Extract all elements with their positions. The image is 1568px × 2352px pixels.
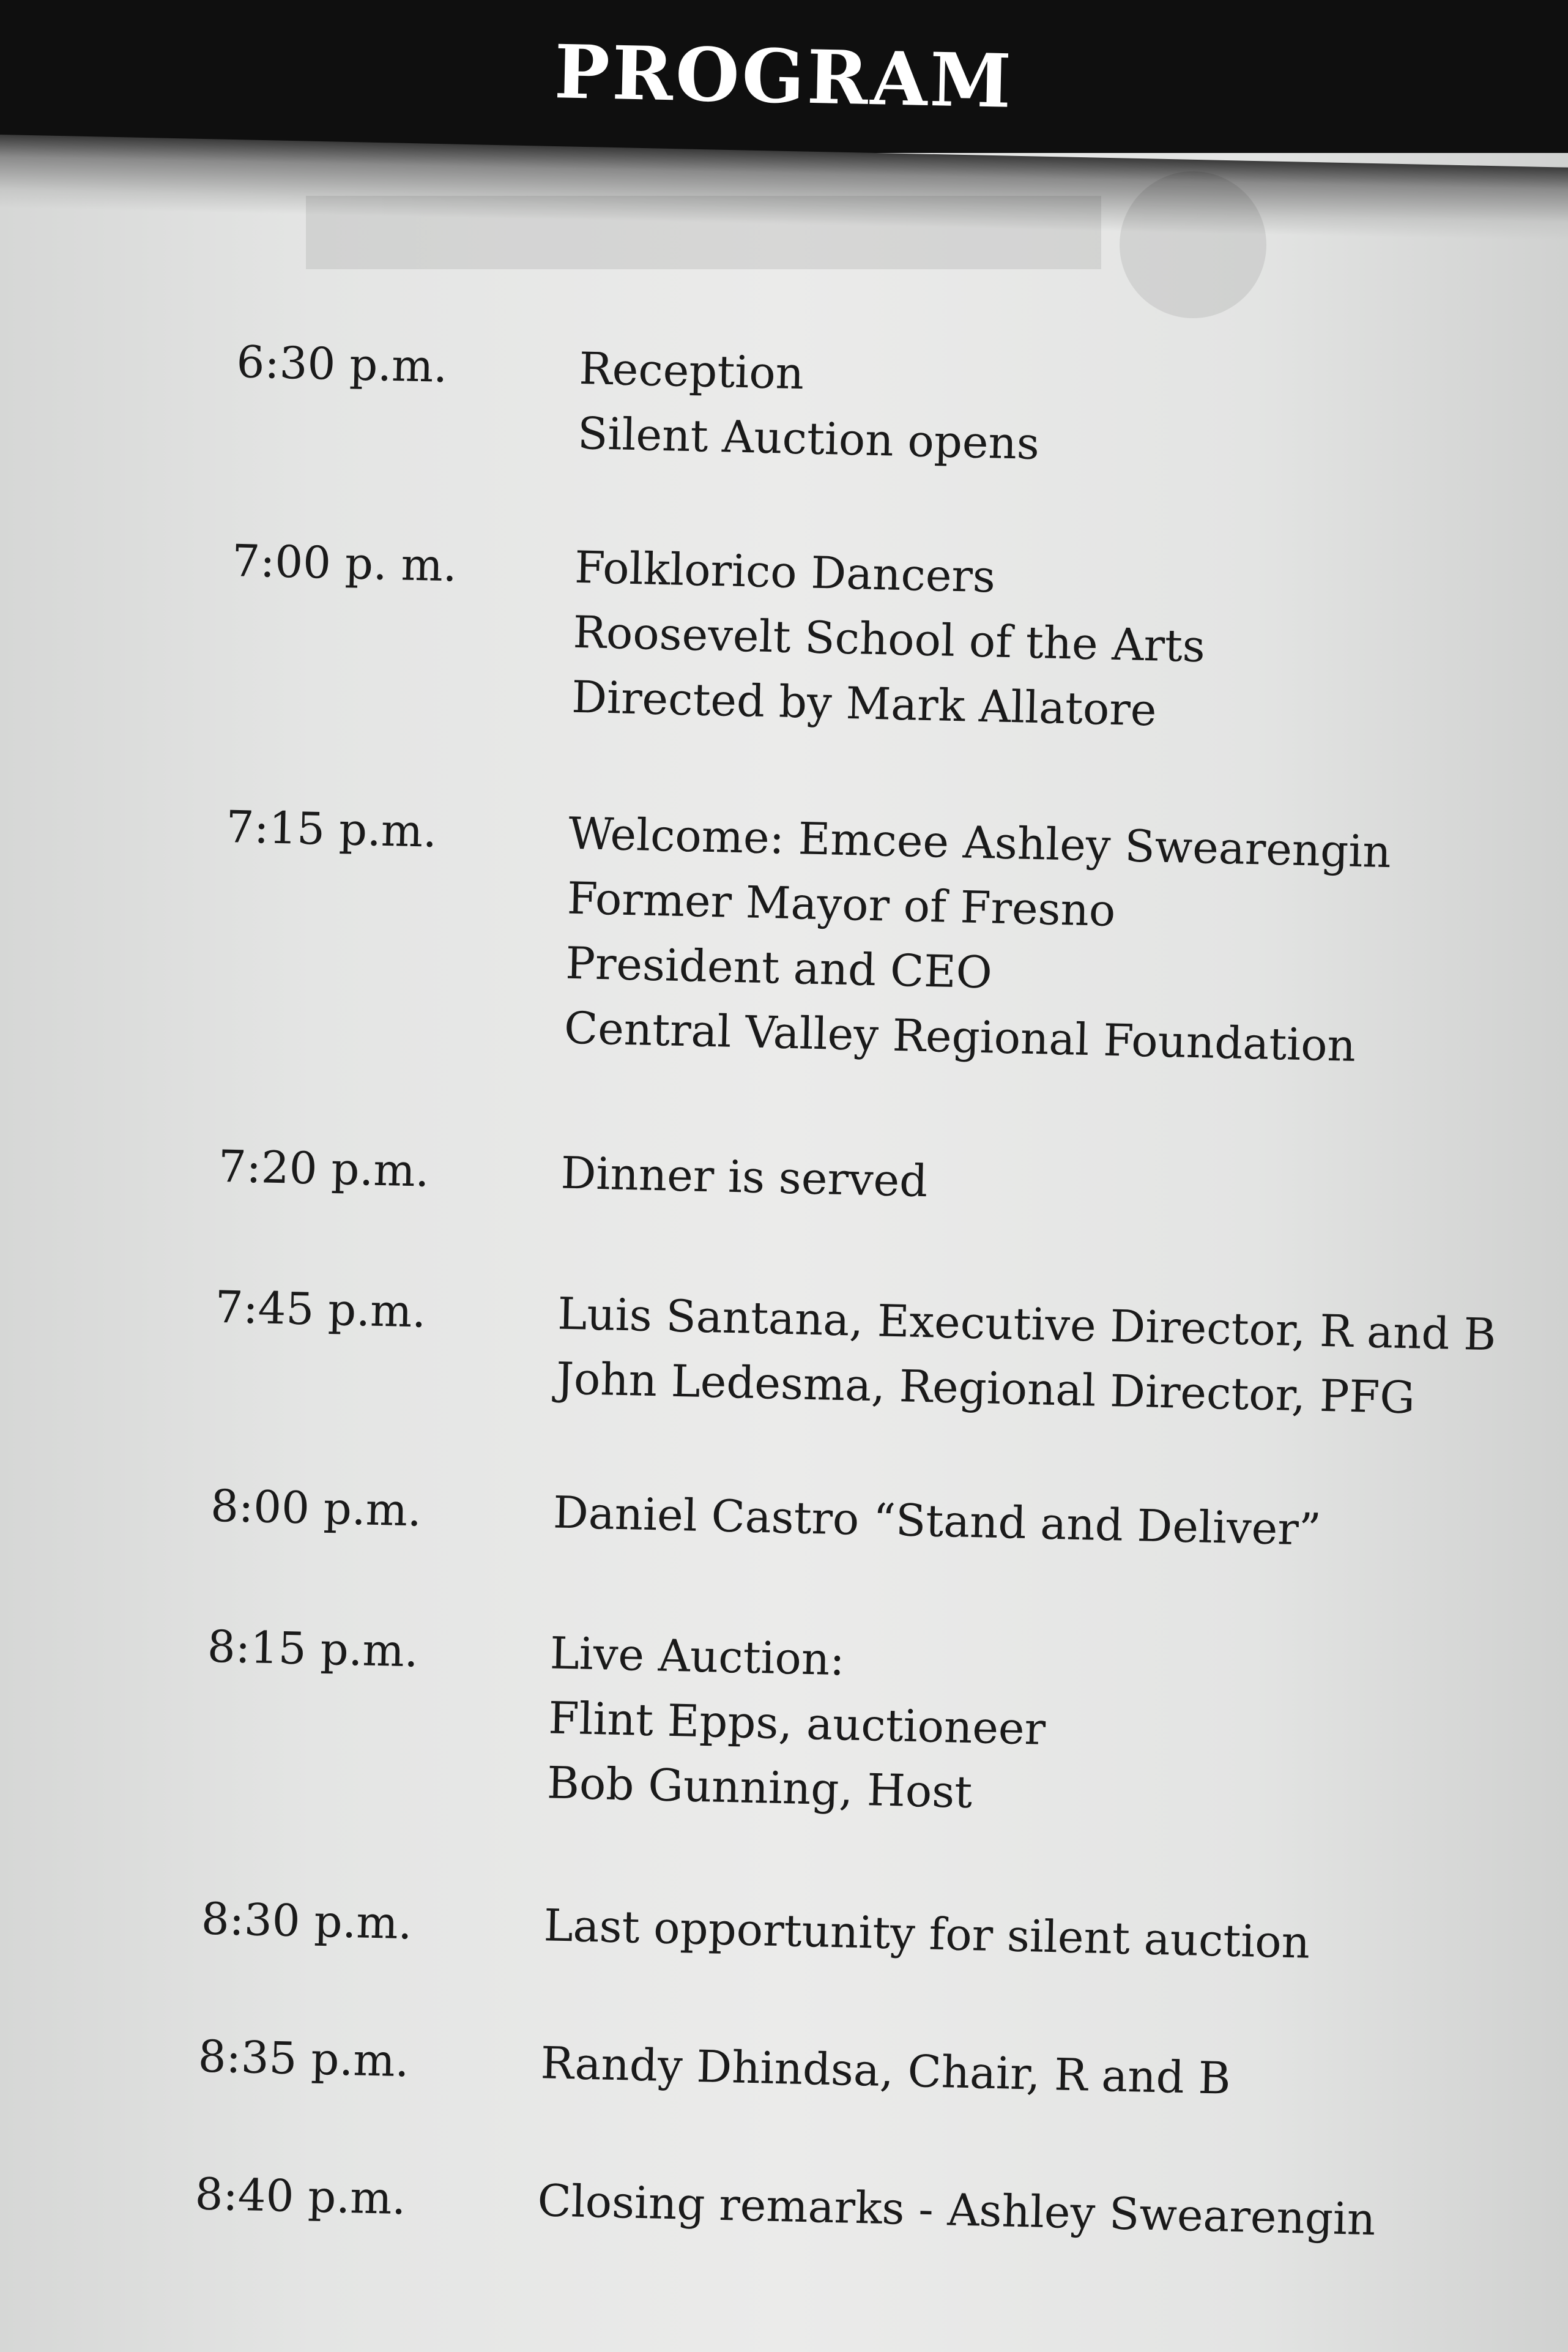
program-entry bbox=[10, 788, 1568, 1071]
program-entry bbox=[16, 522, 1568, 736]
entry-details bbox=[546, 1620, 1048, 1826]
program-entry bbox=[0, 1880, 1553, 1968]
entry-line: Folklorico Dancers bbox=[574, 541, 996, 603]
entry-line: Former Mayor of Fresno bbox=[567, 872, 1117, 936]
entry-time: 8:30 p.m. bbox=[201, 1892, 413, 1949]
entry-line: Welcome: Emcee Ashley Swearengin bbox=[568, 807, 1392, 878]
program-entry bbox=[0, 1608, 1559, 1818]
entry-line: Closing remarks - Ashley Swearengin bbox=[537, 2175, 1377, 2246]
entry-line: Luis Santana, Executive Director, R and B bbox=[557, 1287, 1497, 1361]
entry-details bbox=[577, 336, 1041, 476]
entry-line: Daniel Castro “Stand and Deliver” bbox=[552, 1486, 1322, 1555]
entry-line: John Ledesma, Regional Director, PFG bbox=[555, 1352, 1416, 1424]
entry-details bbox=[571, 535, 1207, 743]
entry-line: Directed by Mark Allatore bbox=[571, 671, 1157, 736]
entry-time: 7:45 p.m. bbox=[214, 1281, 427, 1338]
entry-time: 6:30 p.m. bbox=[236, 336, 448, 392]
entry-details bbox=[560, 1141, 929, 1214]
entry-line: President and CEO bbox=[565, 937, 993, 999]
program-entry bbox=[20, 323, 1568, 469]
entry-line: Roosevelt School of the Arts bbox=[572, 606, 1206, 672]
program-entry bbox=[0, 1268, 1566, 1424]
entry-line: Live Auction: bbox=[549, 1627, 845, 1686]
entry-line: Reception bbox=[578, 342, 805, 400]
entry-time: 7:15 p.m. bbox=[225, 801, 438, 857]
entry-time: 7:20 p.m. bbox=[217, 1140, 430, 1197]
entry-line: Bob Gunning, Host bbox=[546, 1757, 973, 1818]
program-entry bbox=[0, 2017, 1550, 2104]
program-entry bbox=[0, 1467, 1562, 1555]
entry-details bbox=[543, 1892, 1310, 1974]
entry-time: 7:00 p. m. bbox=[231, 535, 458, 592]
entry-details bbox=[540, 2030, 1232, 2111]
entry-details bbox=[537, 2168, 1377, 2252]
program-entry bbox=[2, 1128, 1568, 1207]
entry-line: Last opportunity for silent auction bbox=[543, 1899, 1310, 1968]
entry-time: 8:00 p.m. bbox=[210, 1479, 422, 1536]
program-entry bbox=[0, 2155, 1546, 2246]
entry-time: 8:15 p.m. bbox=[207, 1620, 419, 1677]
entry-details bbox=[552, 1479, 1322, 1561]
entry-details bbox=[555, 1281, 1497, 1432]
entry-time: 8:40 p.m. bbox=[194, 2168, 407, 2225]
entry-line: Central Valley Regional Foundation bbox=[563, 1002, 1356, 1071]
entry-line: Flint Epps, auctioneer bbox=[548, 1692, 1046, 1755]
entry-line: Randy Dhindsa, Chair, R and B bbox=[540, 2037, 1232, 2104]
entry-time: 8:35 p.m. bbox=[197, 2030, 410, 2087]
page-title: PROGRAM bbox=[553, 29, 1015, 125]
entry-line: Dinner is served bbox=[560, 1147, 929, 1207]
entry-line: Silent Auction opens bbox=[577, 407, 1040, 469]
entry-details bbox=[563, 801, 1392, 1079]
